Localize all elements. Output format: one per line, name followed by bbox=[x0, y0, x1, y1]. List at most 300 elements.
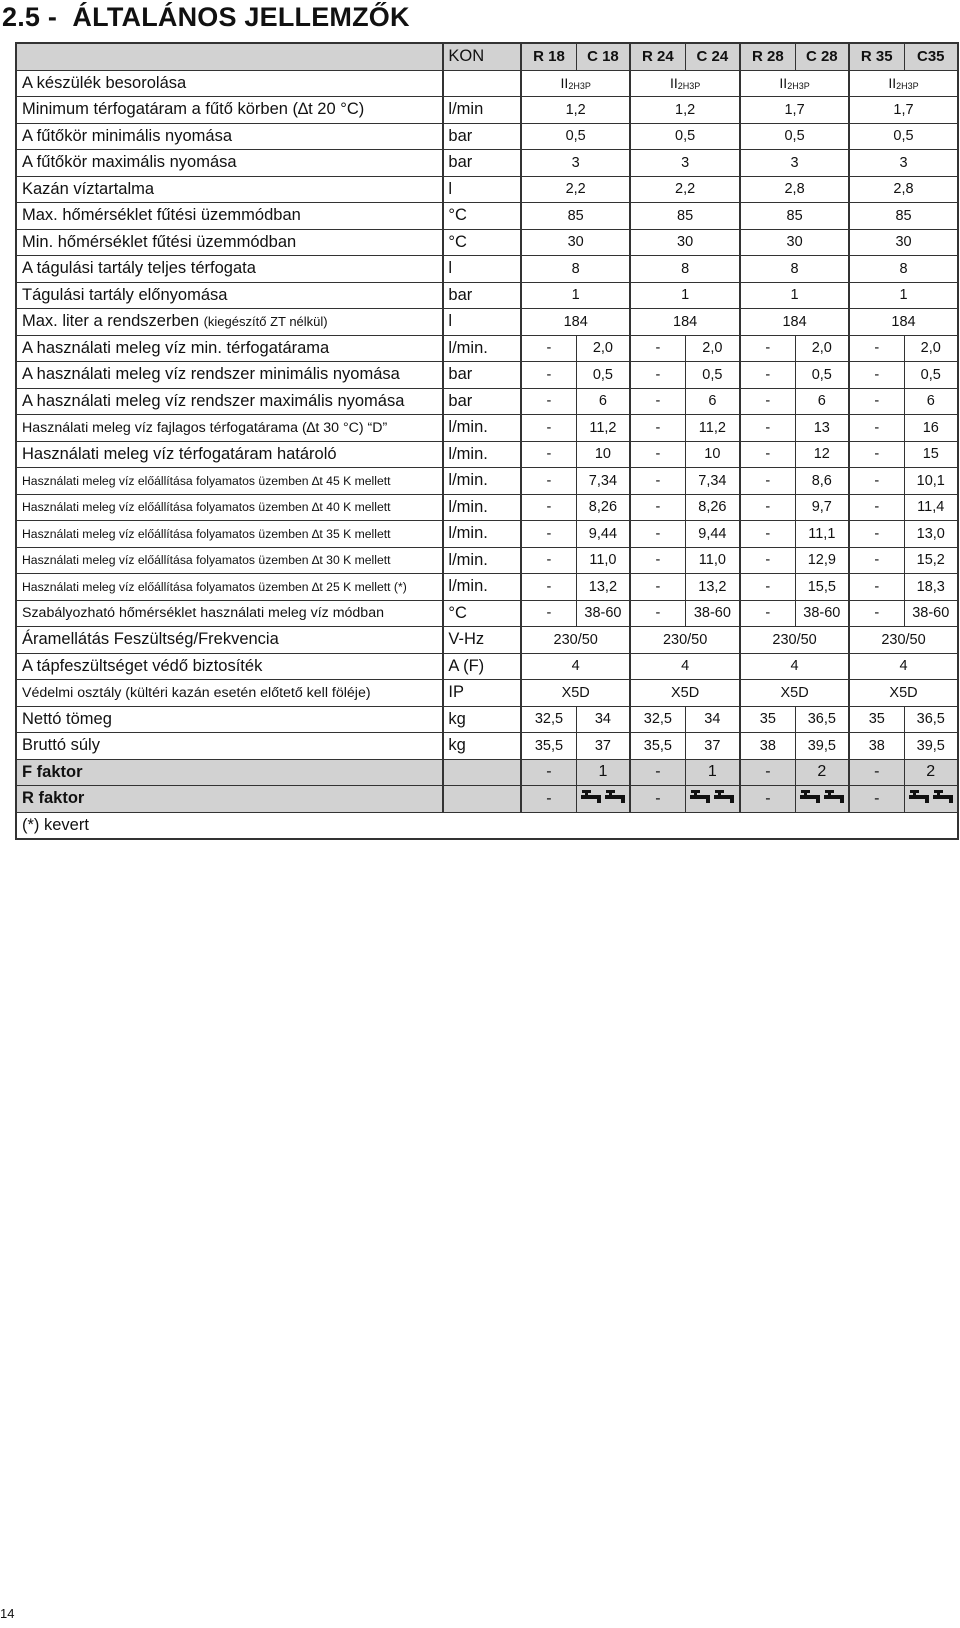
row-label bbox=[16, 70, 443, 97]
group-value: 30 bbox=[740, 229, 849, 256]
row-label bbox=[16, 97, 443, 124]
category-sub: 2H3P bbox=[896, 80, 919, 91]
group-value: 2,8 bbox=[740, 176, 849, 203]
table-row bbox=[16, 282, 958, 309]
row-unit: kg bbox=[443, 706, 521, 733]
table-row bbox=[16, 256, 958, 283]
group-value: 3 bbox=[521, 150, 630, 177]
row-label bbox=[16, 627, 443, 654]
row-label bbox=[16, 494, 443, 521]
table-row bbox=[16, 388, 958, 415]
specifications-table bbox=[15, 42, 959, 840]
cell-value: - bbox=[521, 362, 576, 389]
group-value: 230/50 bbox=[849, 627, 958, 654]
row-label bbox=[16, 256, 443, 283]
row-label bbox=[16, 547, 443, 574]
cell-value: 6 bbox=[576, 388, 630, 415]
page-title: 2.5 - ÁLTALÁNOS JELLEMZŐK bbox=[2, 2, 410, 32]
cell-value: - bbox=[630, 600, 685, 627]
row-unit bbox=[443, 786, 521, 813]
cell-value: 38 bbox=[740, 733, 795, 760]
table-row bbox=[16, 97, 958, 124]
table-row bbox=[16, 680, 958, 707]
row-label-text: F faktor bbox=[22, 762, 83, 781]
cell-value: 36,5 bbox=[795, 706, 849, 733]
cell-value: 15,2 bbox=[904, 547, 958, 574]
category-main: $II_{2H3P}$ bbox=[669, 74, 701, 91]
model-header: R 28 bbox=[740, 43, 795, 70]
row-label-text: A fűtőkör maximális nyomása bbox=[22, 153, 237, 172]
group-value: X5D bbox=[849, 680, 958, 707]
faucet-icon bbox=[799, 788, 845, 809]
row-label bbox=[16, 441, 443, 468]
group-value: 8 bbox=[740, 256, 849, 283]
model-header: R 18 bbox=[521, 43, 576, 70]
row-label-text: Nettó tömeg bbox=[22, 709, 112, 728]
cell-value: - bbox=[630, 388, 685, 415]
cell-value: 32,5 bbox=[521, 706, 576, 733]
group-value: 85 bbox=[740, 203, 849, 230]
header-blank bbox=[16, 43, 443, 70]
row-label-text: Használati meleg víz előállítása folyamatos üzemben ∆t 40 K mellett bbox=[22, 500, 391, 515]
cell-value: - bbox=[740, 600, 795, 627]
category-value bbox=[849, 70, 958, 97]
table-row bbox=[16, 706, 958, 733]
cell-value: 36,5 bbox=[904, 706, 958, 733]
cell-value: - bbox=[521, 574, 576, 601]
group-value: 0,5 bbox=[521, 123, 630, 150]
group-value: 230/50 bbox=[630, 627, 740, 654]
row-label bbox=[16, 521, 443, 548]
cell-value: 13 bbox=[795, 415, 849, 442]
row-unit bbox=[443, 70, 521, 97]
table-row bbox=[16, 494, 958, 521]
cell-value: - bbox=[630, 521, 685, 548]
cell-value: 11,2 bbox=[576, 415, 630, 442]
row-label bbox=[16, 229, 443, 256]
group-value: 30 bbox=[521, 229, 630, 256]
group-value: 4 bbox=[521, 653, 630, 680]
row-unit: IP bbox=[443, 680, 521, 707]
cell-value: - bbox=[740, 335, 795, 362]
cell-value: - bbox=[521, 786, 576, 813]
group-value: 0,5 bbox=[849, 123, 958, 150]
cell-value: 0,5 bbox=[576, 362, 630, 389]
row-unit: l/min. bbox=[443, 521, 521, 548]
cell-value: - bbox=[521, 494, 576, 521]
row-unit: bar bbox=[443, 282, 521, 309]
cell-value: 38-60 bbox=[685, 600, 740, 627]
cell-value: - bbox=[630, 335, 685, 362]
group-value: 85 bbox=[849, 203, 958, 230]
cell-value: 38-60 bbox=[795, 600, 849, 627]
row-unit: l bbox=[443, 176, 521, 203]
row-label-text: Minimum térfogatáram a fűtő körben (∆t 20 °C) bbox=[22, 100, 365, 119]
row-label bbox=[16, 468, 443, 495]
cell-value: 6 bbox=[685, 388, 740, 415]
row-unit: °C bbox=[443, 203, 521, 230]
table-row bbox=[16, 176, 958, 203]
group-value: 230/50 bbox=[521, 627, 630, 654]
group-value: 8 bbox=[521, 256, 630, 283]
group-value: 0,5 bbox=[630, 123, 740, 150]
group-value: 8 bbox=[630, 256, 740, 283]
cell-value: - bbox=[849, 335, 904, 362]
row-unit: A (F) bbox=[443, 653, 521, 680]
category-value bbox=[521, 70, 630, 97]
group-value: 1,7 bbox=[740, 97, 849, 124]
cell-value: 39,5 bbox=[795, 733, 849, 760]
cell-value: 6 bbox=[904, 388, 958, 415]
r-factor-cell bbox=[576, 786, 630, 813]
cell-value: 10 bbox=[685, 441, 740, 468]
table-row bbox=[16, 547, 958, 574]
cell-value: 16 bbox=[904, 415, 958, 442]
cell-value: 35 bbox=[849, 706, 904, 733]
cell-value: - bbox=[521, 441, 576, 468]
cell-value: 7,34 bbox=[576, 468, 630, 495]
cell-value: 32,5 bbox=[630, 706, 685, 733]
faucet-icon bbox=[689, 788, 735, 809]
table-row bbox=[16, 600, 958, 627]
cell-value: 38 bbox=[849, 733, 904, 760]
row-label bbox=[16, 150, 443, 177]
cell-value: - bbox=[740, 415, 795, 442]
cell-value: 11,4 bbox=[904, 494, 958, 521]
row-unit: l/min. bbox=[443, 547, 521, 574]
row-label-text: Áramellátás Feszültség/Frekvencia bbox=[22, 630, 279, 649]
cell-value: - bbox=[740, 574, 795, 601]
cell-value: - bbox=[849, 362, 904, 389]
model-header: R 24 bbox=[630, 43, 685, 70]
cell-value: - bbox=[740, 521, 795, 548]
cell-value: - bbox=[521, 547, 576, 574]
cell-value: - bbox=[740, 547, 795, 574]
cell-value: 0,5 bbox=[904, 362, 958, 389]
cell-value: - bbox=[630, 786, 685, 813]
cell-value: - bbox=[630, 415, 685, 442]
group-value: 4 bbox=[849, 653, 958, 680]
row-unit: bar bbox=[443, 123, 521, 150]
row-label-text: Használati meleg víz előállítása folyamatos üzemben ∆t 30 K mellett bbox=[22, 553, 391, 568]
cell-value: - bbox=[521, 415, 576, 442]
cell-value: - bbox=[849, 574, 904, 601]
row-label-text: A tágulási tartály teljes térfogata bbox=[22, 259, 256, 278]
row-label bbox=[16, 680, 443, 707]
group-value: 3 bbox=[740, 150, 849, 177]
cell-value: 39,5 bbox=[904, 733, 958, 760]
cell-value: - bbox=[521, 335, 576, 362]
cell-value: 38-60 bbox=[576, 600, 630, 627]
group-value: 1 bbox=[630, 282, 740, 309]
row-label-text: Max. hőmérséklet fűtési üzemmódban bbox=[22, 206, 301, 225]
row-label bbox=[16, 335, 443, 362]
cell-value: 12,9 bbox=[795, 547, 849, 574]
cell-value: 2,0 bbox=[685, 335, 740, 362]
cell-value: 6 bbox=[795, 388, 849, 415]
cell-value: - bbox=[740, 494, 795, 521]
row-unit: l bbox=[443, 309, 521, 336]
row-label-text: Bruttó súly bbox=[22, 736, 100, 755]
group-value: 1,7 bbox=[849, 97, 958, 124]
group-value: 1,2 bbox=[521, 97, 630, 124]
cell-value: 11,2 bbox=[685, 415, 740, 442]
row-unit: l/min. bbox=[443, 441, 521, 468]
r-factor-cell bbox=[904, 786, 958, 813]
cell-value: - bbox=[521, 759, 576, 786]
cell-value: 18,3 bbox=[904, 574, 958, 601]
table-row bbox=[16, 70, 958, 97]
row-label-text: R faktor bbox=[22, 789, 85, 808]
group-value: 184 bbox=[521, 309, 630, 336]
cell-value: - bbox=[849, 468, 904, 495]
model-header: C 24 bbox=[685, 43, 740, 70]
cell-value: 35,5 bbox=[521, 733, 576, 760]
row-unit: bar bbox=[443, 388, 521, 415]
row-unit bbox=[443, 759, 521, 786]
row-label-text: Tágulási tartály előnyomása bbox=[22, 285, 228, 304]
cell-value: 8,26 bbox=[685, 494, 740, 521]
cell-value: - bbox=[849, 494, 904, 521]
cell-value: 34 bbox=[576, 706, 630, 733]
row-label bbox=[16, 706, 443, 733]
row-unit: bar bbox=[443, 150, 521, 177]
group-value: 1 bbox=[849, 282, 958, 309]
cell-value: - bbox=[849, 759, 904, 786]
row-label bbox=[16, 282, 443, 309]
row-label-text: Szabályozható hőmérséklet használati meleg víz módban bbox=[22, 605, 384, 622]
row-label-text: Kazán víztartalma bbox=[22, 179, 155, 198]
table-row bbox=[16, 627, 958, 654]
cell-value: - bbox=[849, 415, 904, 442]
cell-value: 13,2 bbox=[576, 574, 630, 601]
row-label-text: A használati meleg víz rendszer maximális nyomása bbox=[22, 391, 405, 410]
category-sub: 2H3P bbox=[677, 80, 701, 91]
faucet-icon bbox=[908, 788, 954, 809]
row-label bbox=[16, 415, 443, 442]
cell-value: - bbox=[849, 521, 904, 548]
cell-value: 10 bbox=[576, 441, 630, 468]
table-row bbox=[16, 362, 958, 389]
group-value: 1 bbox=[740, 282, 849, 309]
row-unit: °C bbox=[443, 600, 521, 627]
cell-value: 0,5 bbox=[685, 362, 740, 389]
cell-value: 37 bbox=[685, 733, 740, 760]
cell-value: 2,0 bbox=[795, 335, 849, 362]
r-factor-cell bbox=[685, 786, 740, 813]
category-value bbox=[740, 70, 849, 97]
cell-value: - bbox=[630, 547, 685, 574]
unit-header: KON bbox=[443, 43, 521, 70]
row-unit: l/min. bbox=[443, 415, 521, 442]
group-value: X5D bbox=[740, 680, 849, 707]
row-unit: l bbox=[443, 256, 521, 283]
group-value: 85 bbox=[630, 203, 740, 230]
row-label bbox=[16, 600, 443, 627]
group-value: 85 bbox=[521, 203, 630, 230]
cell-value: - bbox=[630, 362, 685, 389]
row-label-text: Használati meleg víz előállítása folyamatos üzemben ∆t 25 K mellett (*) bbox=[22, 579, 407, 594]
table-row bbox=[16, 786, 958, 813]
row-unit: V-Hz bbox=[443, 627, 521, 654]
group-value: 2,2 bbox=[521, 176, 630, 203]
cell-value: 15,5 bbox=[795, 574, 849, 601]
category-main: $II_{2H3P}$ bbox=[888, 74, 919, 91]
header-row bbox=[16, 43, 958, 70]
category-main: $II_{2H3P}$ bbox=[560, 74, 591, 91]
model-header: C 18 bbox=[576, 43, 630, 70]
row-label-text: A használati meleg víz min. térfogatárama bbox=[22, 338, 330, 357]
cell-value: 10,1 bbox=[904, 468, 958, 495]
cell-value: - bbox=[740, 388, 795, 415]
row-label bbox=[16, 362, 443, 389]
cell-value: 9,7 bbox=[795, 494, 849, 521]
faucet-icon bbox=[580, 788, 626, 809]
category-main: $II_{2H3P}$ bbox=[779, 74, 810, 91]
table-row bbox=[16, 759, 958, 786]
page-number: 14 bbox=[0, 1606, 15, 1621]
row-label-text: Használati meleg víz előállítása folyamatos üzemben ∆t 35 K mellett bbox=[22, 526, 391, 541]
cell-value: 2 bbox=[795, 759, 849, 786]
row-unit: l/min. bbox=[443, 468, 521, 495]
group-value: 1 bbox=[521, 282, 630, 309]
cell-value: - bbox=[630, 441, 685, 468]
cell-value: 9,44 bbox=[685, 521, 740, 548]
row-unit: kg bbox=[443, 733, 521, 760]
cell-value: 8,6 bbox=[795, 468, 849, 495]
cell-value: 34 bbox=[685, 706, 740, 733]
table-row bbox=[16, 441, 958, 468]
cell-value: - bbox=[740, 786, 795, 813]
category-sub: 2H3P bbox=[568, 80, 591, 91]
row-label bbox=[16, 733, 443, 760]
cell-value: 37 bbox=[576, 733, 630, 760]
cell-value: - bbox=[630, 468, 685, 495]
row-unit: l/min. bbox=[443, 494, 521, 521]
row-label-text: Használati meleg víz fajlagos térfogatárama (∆t 30 °C) “D” bbox=[22, 419, 388, 436]
cell-value: 35 bbox=[740, 706, 795, 733]
group-value: 2,8 bbox=[849, 176, 958, 203]
table-row bbox=[16, 229, 958, 256]
table-row bbox=[16, 203, 958, 230]
row-label bbox=[16, 574, 443, 601]
cell-value: 8,26 bbox=[576, 494, 630, 521]
footnote: (*) kevert bbox=[16, 812, 958, 839]
row-unit: bar bbox=[443, 362, 521, 389]
group-value: X5D bbox=[630, 680, 740, 707]
row-unit: l/min. bbox=[443, 574, 521, 601]
group-value: 2,2 bbox=[630, 176, 740, 203]
cell-value: 2,0 bbox=[904, 335, 958, 362]
cell-value: - bbox=[849, 441, 904, 468]
row-label bbox=[16, 653, 443, 680]
group-value: 0,5 bbox=[740, 123, 849, 150]
category-value bbox=[630, 70, 740, 97]
cell-value: - bbox=[849, 786, 904, 813]
group-value: 30 bbox=[849, 229, 958, 256]
row-label bbox=[16, 176, 443, 203]
group-value: 4 bbox=[630, 653, 740, 680]
row-label bbox=[16, 309, 443, 336]
cell-value: 35,5 bbox=[630, 733, 685, 760]
cell-value: 12 bbox=[795, 441, 849, 468]
cell-value: 1 bbox=[576, 759, 630, 786]
row-label-text: A készülék besorolása bbox=[22, 73, 187, 92]
cell-value: 2,0 bbox=[576, 335, 630, 362]
cell-value: - bbox=[740, 468, 795, 495]
group-value: 8 bbox=[849, 256, 958, 283]
row-unit: l/min bbox=[443, 97, 521, 124]
footnote-row bbox=[16, 812, 958, 839]
category-sub: 2H3P bbox=[787, 80, 810, 91]
row-label-note: (kiegészítő ZT nélkül) bbox=[203, 314, 328, 330]
row-label-text: A fűtőkör minimális nyomása bbox=[22, 126, 232, 145]
cell-value: - bbox=[740, 362, 795, 389]
cell-value: - bbox=[740, 759, 795, 786]
group-value: X5D bbox=[521, 680, 630, 707]
table-row bbox=[16, 574, 958, 601]
table-row bbox=[16, 733, 958, 760]
table-row bbox=[16, 309, 958, 336]
cell-value: - bbox=[521, 521, 576, 548]
group-value: 1,2 bbox=[630, 97, 740, 124]
cell-value: - bbox=[849, 388, 904, 415]
row-label bbox=[16, 203, 443, 230]
group-value: 230/50 bbox=[740, 627, 849, 654]
table-row bbox=[16, 653, 958, 680]
cell-value: - bbox=[849, 547, 904, 574]
cell-value: 11,0 bbox=[685, 547, 740, 574]
cell-value: - bbox=[740, 441, 795, 468]
row-label-text: Használati meleg víz előállítása folyamatos üzemben ∆t 45 K mellett bbox=[22, 473, 391, 488]
group-value: 3 bbox=[849, 150, 958, 177]
cell-value: - bbox=[849, 600, 904, 627]
row-label bbox=[16, 759, 443, 786]
cell-value: 2 bbox=[904, 759, 958, 786]
table-row bbox=[16, 335, 958, 362]
table-row bbox=[16, 468, 958, 495]
cell-value: 11,1 bbox=[795, 521, 849, 548]
r-factor-cell bbox=[795, 786, 849, 813]
cell-value: - bbox=[521, 600, 576, 627]
group-value: 184 bbox=[849, 309, 958, 336]
row-label-text: Használati meleg víz térfogatáram határoló bbox=[22, 444, 337, 463]
cell-value: 1 bbox=[685, 759, 740, 786]
row-label-text: A tápfeszültséget védő biztosíték bbox=[22, 656, 263, 675]
row-label bbox=[16, 388, 443, 415]
row-label-text: A használati meleg víz rendszer minimális nyomása bbox=[22, 365, 400, 384]
cell-value: - bbox=[630, 574, 685, 601]
table-row bbox=[16, 521, 958, 548]
cell-value: 13,0 bbox=[904, 521, 958, 548]
group-value: 184 bbox=[630, 309, 740, 336]
cell-value: 0,5 bbox=[795, 362, 849, 389]
cell-value: - bbox=[521, 388, 576, 415]
cell-value: 7,34 bbox=[685, 468, 740, 495]
row-label-text: Min. hőmérséklet fűtési üzemmódban bbox=[22, 232, 297, 251]
cell-value: 15 bbox=[904, 441, 958, 468]
group-value: 3 bbox=[630, 150, 740, 177]
model-header: C 28 bbox=[795, 43, 849, 70]
model-header: C35 bbox=[904, 43, 958, 70]
row-label bbox=[16, 786, 443, 813]
row-unit: °C bbox=[443, 229, 521, 256]
cell-value: 11,0 bbox=[576, 547, 630, 574]
cell-value: 13,2 bbox=[685, 574, 740, 601]
row-label-text: Védelmi osztály (kültéri kazán esetén előtető kell föléje) bbox=[22, 684, 371, 701]
row-unit: l/min. bbox=[443, 335, 521, 362]
cell-value: 38-60 bbox=[904, 600, 958, 627]
